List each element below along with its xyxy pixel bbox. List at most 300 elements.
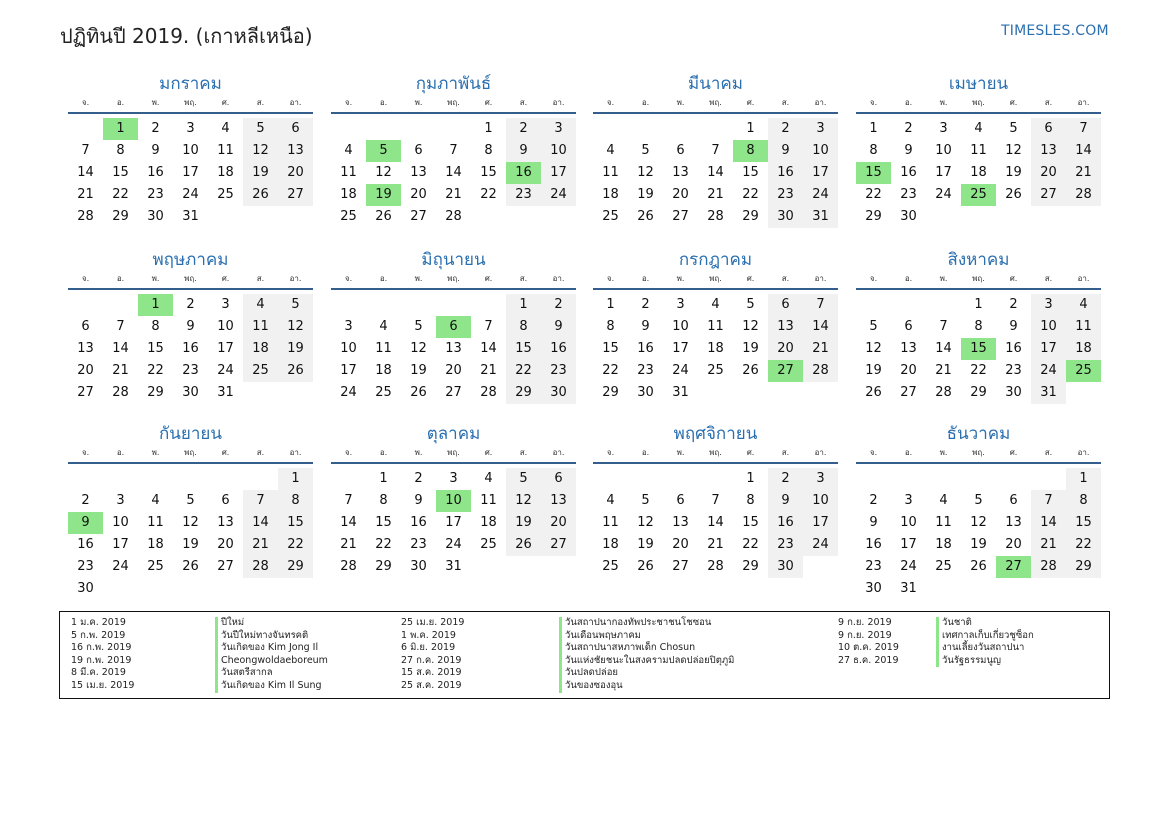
day-cell: 28 bbox=[707, 209, 724, 224]
day-cell: 31 bbox=[803, 206, 838, 228]
day-cell: 29 bbox=[506, 382, 541, 404]
day-cell: 19 bbox=[865, 363, 882, 378]
holiday-date: 15 ส.ค. 2019 bbox=[401, 667, 462, 679]
empty-cell bbox=[506, 206, 541, 228]
day-cell: 18 bbox=[217, 165, 234, 180]
day-cell: 1 bbox=[606, 297, 615, 312]
empty-cell bbox=[506, 556, 541, 578]
weekday-label: พฤ. bbox=[184, 274, 197, 283]
day-cell: 22 bbox=[602, 363, 619, 378]
holiday-name: วันสถาปนากองทัพประชาชนโชซอน bbox=[559, 617, 711, 630]
day-cell: 22 bbox=[1066, 534, 1101, 556]
day-cell: 5 bbox=[641, 143, 650, 158]
day-cell: 2 bbox=[904, 121, 913, 136]
day-cell: 21 bbox=[935, 363, 952, 378]
day-cell: 17 bbox=[1031, 338, 1066, 360]
weekday-label: พฤ. bbox=[972, 98, 985, 107]
weekday-label: พฤ. bbox=[972, 448, 985, 457]
holiday-row bbox=[401, 680, 734, 693]
weekday-label: ศ. bbox=[746, 448, 755, 457]
day-cell: 15 bbox=[506, 338, 541, 360]
day-cell: 17 bbox=[672, 341, 689, 356]
empty-cell bbox=[331, 118, 366, 140]
weekday-label: ศ. bbox=[221, 98, 230, 107]
holiday-day-cell: 27 bbox=[996, 556, 1031, 578]
day-cell: 11 bbox=[480, 493, 497, 508]
holiday-date: 1 ม.ค. 2019 bbox=[71, 617, 126, 628]
day-cell: 21 bbox=[340, 537, 357, 552]
day-cell: 19 bbox=[742, 341, 759, 356]
weekday-header bbox=[856, 96, 1101, 114]
day-cell: 6 bbox=[541, 468, 576, 490]
holiday-day-cell: 15 bbox=[961, 338, 996, 360]
month-name: มกราคม bbox=[159, 74, 222, 94]
empty-cell bbox=[278, 206, 313, 228]
day-cell: 30 bbox=[768, 206, 803, 228]
month-calendar bbox=[593, 72, 838, 228]
day-cell: 15 bbox=[480, 165, 497, 180]
weekday-label: จ. bbox=[81, 448, 90, 457]
day-cell: 10 bbox=[1031, 316, 1066, 338]
weekday-header bbox=[68, 272, 313, 290]
day-cell: 1 bbox=[974, 297, 983, 312]
day-cell: 17 bbox=[340, 363, 357, 378]
month-name: ตุลาคม bbox=[426, 424, 481, 444]
day-cell: 26 bbox=[182, 559, 199, 574]
day-cell: 8 bbox=[974, 319, 983, 334]
day-cell: 6 bbox=[768, 294, 803, 316]
holiday-date: 25 ส.ค. 2019 bbox=[401, 679, 462, 691]
day-cell: 22 bbox=[865, 187, 882, 202]
brand-link[interactable]: TIMESLES.COM bbox=[1001, 23, 1109, 39]
weekday-label: อ. bbox=[641, 98, 650, 107]
day-cell: 28 bbox=[243, 556, 278, 578]
empty-cell bbox=[401, 118, 436, 140]
day-cell: 10 bbox=[112, 515, 129, 530]
day-cell: 11 bbox=[935, 515, 952, 530]
holiday-row bbox=[71, 642, 328, 655]
weekday-header bbox=[331, 96, 576, 114]
day-cell: 8 bbox=[379, 493, 388, 508]
holiday-day-cell: 16 bbox=[506, 162, 541, 184]
day-cell: 13 bbox=[900, 341, 917, 356]
empty-cell bbox=[541, 556, 576, 578]
month-name: ธันวาคม bbox=[946, 424, 1011, 444]
empty-cell bbox=[996, 206, 1031, 228]
day-cell: 22 bbox=[375, 537, 392, 552]
month-calendar bbox=[331, 72, 576, 228]
day-cell: 21 bbox=[445, 187, 462, 202]
empty-cell bbox=[366, 294, 401, 316]
day-cell: 28 bbox=[803, 360, 838, 382]
day-cell: 16 bbox=[768, 162, 803, 184]
day-cell: 9 bbox=[869, 515, 878, 530]
day-cell: 13 bbox=[445, 341, 462, 356]
day-cell: 15 bbox=[742, 165, 759, 180]
weekday-label: ส. bbox=[519, 98, 528, 107]
day-cell: 28 bbox=[1066, 184, 1101, 206]
day-cell: 30 bbox=[1005, 385, 1022, 400]
month-name: พฤษภาคม bbox=[152, 250, 229, 270]
day-cell: 27 bbox=[672, 209, 689, 224]
day-cell: 17 bbox=[112, 537, 129, 552]
empty-cell bbox=[996, 468, 1031, 490]
day-cell: 22 bbox=[742, 187, 759, 202]
day-cell: 27 bbox=[1031, 184, 1066, 206]
day-cell: 11 bbox=[217, 143, 234, 158]
day-cell: 9 bbox=[541, 316, 576, 338]
day-cell: 8 bbox=[869, 143, 878, 158]
day-cell: 16 bbox=[865, 537, 882, 552]
day-cell: 13 bbox=[278, 140, 313, 162]
weekday-label: พ. bbox=[939, 448, 948, 457]
empty-cell bbox=[663, 468, 698, 490]
day-cell: 2 bbox=[186, 297, 195, 312]
weekday-label: ศ. bbox=[1009, 274, 1018, 283]
weekday-label: จ. bbox=[606, 98, 615, 107]
weekday-header bbox=[593, 446, 838, 464]
day-cell: 16 bbox=[77, 537, 94, 552]
empty-cell bbox=[891, 294, 926, 316]
day-cell: 8 bbox=[116, 143, 125, 158]
day-grid bbox=[68, 118, 313, 228]
month-calendar bbox=[68, 422, 313, 600]
month-name: กรกฎาคม bbox=[678, 250, 753, 270]
day-cell: 10 bbox=[935, 143, 952, 158]
weekday-label: จ. bbox=[81, 274, 90, 283]
holiday-date: 25 เม.ย. 2019 bbox=[401, 617, 465, 628]
month-calendar bbox=[331, 422, 576, 578]
day-cell: 4 bbox=[974, 121, 983, 136]
day-cell: 29 bbox=[375, 559, 392, 574]
day-cell: 23 bbox=[410, 537, 427, 552]
day-cell: 8 bbox=[278, 490, 313, 512]
day-cell: 28 bbox=[340, 559, 357, 574]
holiday-name: วันแห่งชัยชนะในสงครามปลดปล่อยปิตุภูมิ bbox=[559, 655, 734, 668]
day-cell: 23 bbox=[147, 187, 164, 202]
day-cell: 29 bbox=[112, 209, 129, 224]
empty-cell bbox=[68, 118, 103, 140]
empty-cell bbox=[733, 382, 768, 404]
day-cell: 14 bbox=[1066, 140, 1101, 162]
holiday-day-cell: 6 bbox=[436, 316, 471, 338]
day-cell: 12 bbox=[970, 515, 987, 530]
day-cell: 5 bbox=[186, 493, 195, 508]
day-cell: 21 bbox=[707, 187, 724, 202]
weekday-label: อา. bbox=[814, 274, 827, 283]
weekday-label: ส. bbox=[781, 448, 790, 457]
day-cell: 20 bbox=[410, 187, 427, 202]
day-cell: 14 bbox=[445, 165, 462, 180]
day-cell: 21 bbox=[112, 363, 129, 378]
day-cell: 9 bbox=[641, 319, 650, 334]
empty-cell bbox=[138, 578, 173, 600]
weekday-label: ส. bbox=[519, 274, 528, 283]
day-cell: 4 bbox=[606, 143, 615, 158]
day-cell: 12 bbox=[1005, 143, 1022, 158]
holiday-row bbox=[401, 630, 734, 643]
weekday-label: อ. bbox=[904, 98, 913, 107]
day-cell: 26 bbox=[637, 209, 654, 224]
holiday-date: 15 เม.ย. 2019 bbox=[71, 679, 135, 691]
day-cell: 27 bbox=[410, 209, 427, 224]
day-grid bbox=[68, 468, 313, 600]
day-cell: 18 bbox=[480, 515, 497, 530]
day-cell: 6 bbox=[1031, 118, 1066, 140]
day-cell: 2 bbox=[541, 294, 576, 316]
day-cell: 9 bbox=[904, 143, 913, 158]
day-cell: 21 bbox=[243, 534, 278, 556]
day-cell: 30 bbox=[541, 382, 576, 404]
weekday-label: อา. bbox=[814, 448, 827, 457]
day-cell: 3 bbox=[803, 468, 838, 490]
day-cell: 24 bbox=[935, 187, 952, 202]
day-cell: 10 bbox=[900, 515, 917, 530]
page-title: ปฏิทินปี 2019. (เกาหลีเหนือ) bbox=[60, 24, 313, 48]
empty-cell bbox=[278, 382, 313, 404]
day-cell: 28 bbox=[1031, 556, 1066, 578]
day-cell: 7 bbox=[1031, 490, 1066, 512]
weekday-label: ศ. bbox=[1009, 98, 1018, 107]
empty-cell bbox=[803, 382, 838, 404]
day-cell: 25 bbox=[707, 363, 724, 378]
day-cell: 21 bbox=[707, 537, 724, 552]
day-cell: 14 bbox=[77, 165, 94, 180]
empty-cell bbox=[1066, 206, 1101, 228]
day-cell: 16 bbox=[1005, 341, 1022, 356]
holiday-day-cell: 1 bbox=[103, 118, 138, 140]
day-cell: 28 bbox=[112, 385, 129, 400]
day-cell: 22 bbox=[112, 187, 129, 202]
day-cell: 5 bbox=[506, 468, 541, 490]
month-name: สิงหาคม bbox=[947, 250, 1010, 270]
day-cell: 4 bbox=[379, 319, 388, 334]
day-cell: 11 bbox=[1066, 316, 1101, 338]
holiday-date: 9 ก.ย. 2019 bbox=[838, 629, 892, 641]
day-cell: 25 bbox=[217, 187, 234, 202]
day-cell: 5 bbox=[1009, 121, 1018, 136]
weekday-label: อ. bbox=[379, 98, 388, 107]
day-cell: 29 bbox=[147, 385, 164, 400]
weekday-label: อ. bbox=[904, 274, 913, 283]
weekday-header bbox=[593, 96, 838, 114]
day-cell: 7 bbox=[1066, 118, 1101, 140]
day-cell: 15 bbox=[742, 515, 759, 530]
weekday-label: อ. bbox=[116, 274, 125, 283]
day-cell: 5 bbox=[746, 297, 755, 312]
empty-cell bbox=[138, 468, 173, 490]
weekday-label: พ. bbox=[676, 98, 685, 107]
empty-cell bbox=[1031, 468, 1066, 490]
day-cell: 19 bbox=[278, 338, 313, 360]
day-cell: 4 bbox=[243, 294, 278, 316]
empty-cell bbox=[68, 294, 103, 316]
empty-cell bbox=[698, 382, 733, 404]
day-cell: 23 bbox=[77, 559, 94, 574]
day-cell: 24 bbox=[1031, 360, 1066, 382]
day-cell: 31 bbox=[182, 209, 199, 224]
day-cell: 14 bbox=[112, 341, 129, 356]
holiday-day-cell: 10 bbox=[436, 490, 471, 512]
empty-cell bbox=[961, 578, 996, 600]
day-cell: 12 bbox=[243, 140, 278, 162]
day-cell: 31 bbox=[1031, 382, 1066, 404]
weekday-label: จ. bbox=[81, 98, 90, 107]
holiday-row bbox=[838, 630, 1034, 643]
empty-cell bbox=[243, 382, 278, 404]
day-cell: 15 bbox=[602, 341, 619, 356]
day-cell: 7 bbox=[449, 143, 458, 158]
day-cell: 4 bbox=[606, 493, 615, 508]
day-cell: 15 bbox=[112, 165, 129, 180]
empty-cell bbox=[103, 468, 138, 490]
day-cell: 20 bbox=[278, 162, 313, 184]
day-cell: 12 bbox=[865, 341, 882, 356]
month-name: มิถุนายน bbox=[421, 250, 486, 270]
day-cell: 21 bbox=[803, 338, 838, 360]
day-cell: 18 bbox=[147, 537, 164, 552]
day-grid bbox=[593, 118, 838, 228]
weekday-label: พฤ. bbox=[184, 98, 197, 107]
day-cell: 26 bbox=[375, 209, 392, 224]
holiday-date: 27 ธ.ค. 2019 bbox=[838, 654, 899, 666]
day-cell: 2 bbox=[1009, 297, 1018, 312]
day-cell: 3 bbox=[116, 493, 125, 508]
day-cell: 10 bbox=[340, 341, 357, 356]
empty-cell bbox=[366, 118, 401, 140]
day-cell: 30 bbox=[182, 385, 199, 400]
day-cell: 26 bbox=[1005, 187, 1022, 202]
weekday-label: พ. bbox=[676, 274, 685, 283]
day-cell: 1 bbox=[506, 294, 541, 316]
weekday-header bbox=[68, 96, 313, 114]
day-cell: 26 bbox=[742, 363, 759, 378]
day-grid bbox=[331, 294, 576, 404]
day-cell: 8 bbox=[484, 143, 493, 158]
holiday-day-cell: 25 bbox=[1066, 360, 1101, 382]
holiday-row bbox=[401, 655, 734, 668]
day-cell: 30 bbox=[147, 209, 164, 224]
day-cell: 1 bbox=[1066, 468, 1101, 490]
empty-cell bbox=[1031, 578, 1066, 600]
weekday-label: พฤ. bbox=[709, 448, 722, 457]
weekday-header bbox=[856, 446, 1101, 464]
weekday-label: พ. bbox=[414, 274, 423, 283]
day-cell: 28 bbox=[480, 385, 497, 400]
holiday-name: วันสตรีสากล bbox=[215, 667, 273, 680]
empty-cell bbox=[628, 468, 663, 490]
weekday-label: อ. bbox=[116, 98, 125, 107]
holiday-row bbox=[838, 617, 1034, 630]
day-cell: 20 bbox=[541, 512, 576, 534]
day-cell: 1 bbox=[278, 468, 313, 490]
day-cell: 22 bbox=[480, 187, 497, 202]
day-cell: 26 bbox=[410, 385, 427, 400]
weekday-header bbox=[331, 272, 576, 290]
empty-cell bbox=[243, 468, 278, 490]
weekday-label: อา. bbox=[289, 448, 302, 457]
day-cell: 2 bbox=[81, 493, 90, 508]
weekday-label: ส. bbox=[519, 448, 528, 457]
month-name: เมษายน bbox=[948, 74, 1009, 94]
day-cell: 19 bbox=[637, 187, 654, 202]
day-cell: 25 bbox=[480, 537, 497, 552]
holiday-row bbox=[71, 630, 328, 643]
day-grid bbox=[593, 294, 838, 404]
day-cell: 26 bbox=[865, 385, 882, 400]
day-cell: 14 bbox=[935, 341, 952, 356]
weekday-label: อ. bbox=[116, 448, 125, 457]
day-cell: 31 bbox=[900, 581, 917, 596]
day-cell: 31 bbox=[445, 559, 462, 574]
day-grid bbox=[68, 294, 313, 404]
day-grid bbox=[331, 118, 576, 228]
day-cell: 17 bbox=[900, 537, 917, 552]
month-name: กันยายน bbox=[158, 424, 222, 444]
day-cell: 2 bbox=[768, 468, 803, 490]
day-cell: 19 bbox=[243, 162, 278, 184]
day-cell: 11 bbox=[147, 515, 164, 530]
day-cell: 30 bbox=[865, 581, 882, 596]
weekday-label: ส. bbox=[781, 98, 790, 107]
weekday-label: พ. bbox=[151, 274, 160, 283]
day-cell: 22 bbox=[970, 363, 987, 378]
day-cell: 6 bbox=[278, 118, 313, 140]
day-cell: 3 bbox=[186, 121, 195, 136]
holiday-name: วันเกิดของ Kim Jong Il bbox=[215, 642, 318, 655]
day-cell: 13 bbox=[217, 515, 234, 530]
day-cell: 31 bbox=[672, 385, 689, 400]
day-cell: 2 bbox=[869, 493, 878, 508]
day-cell: 24 bbox=[803, 534, 838, 556]
day-cell: 1 bbox=[379, 471, 388, 486]
day-cell: 8 bbox=[606, 319, 615, 334]
day-cell: 6 bbox=[904, 319, 913, 334]
weekday-label: อา. bbox=[814, 98, 827, 107]
empty-cell bbox=[331, 468, 366, 490]
day-cell: 23 bbox=[900, 187, 917, 202]
day-cell: 7 bbox=[803, 294, 838, 316]
day-cell: 13 bbox=[77, 341, 94, 356]
day-cell: 25 bbox=[243, 360, 278, 382]
day-cell: 21 bbox=[1066, 162, 1101, 184]
day-cell: 30 bbox=[768, 556, 803, 578]
holiday-day-cell: 8 bbox=[733, 140, 768, 162]
weekday-label: ศ. bbox=[746, 274, 755, 283]
weekday-label: อา. bbox=[289, 274, 302, 283]
day-cell: 21 bbox=[77, 187, 94, 202]
holiday-name: วันชาติ bbox=[936, 617, 972, 630]
day-cell: 23 bbox=[637, 363, 654, 378]
day-cell: 5 bbox=[641, 493, 650, 508]
day-cell: 17 bbox=[803, 162, 838, 184]
empty-cell bbox=[768, 382, 803, 404]
day-cell: 12 bbox=[278, 316, 313, 338]
weekday-label: อ. bbox=[379, 448, 388, 457]
empty-cell bbox=[926, 206, 961, 228]
empty-cell bbox=[208, 468, 243, 490]
day-cell: 11 bbox=[375, 341, 392, 356]
holiday-day-cell: 15 bbox=[856, 162, 891, 184]
month-calendar bbox=[593, 248, 838, 404]
weekday-label: อา. bbox=[552, 448, 565, 457]
day-cell: 16 bbox=[147, 165, 164, 180]
holiday-date: 5 ก.พ. 2019 bbox=[71, 629, 126, 641]
weekday-label: ส. bbox=[1044, 98, 1053, 107]
weekday-label: ส. bbox=[256, 98, 265, 107]
day-cell: 31 bbox=[217, 385, 234, 400]
holiday-name: วันเดือนพฤษภาคม bbox=[559, 630, 641, 643]
